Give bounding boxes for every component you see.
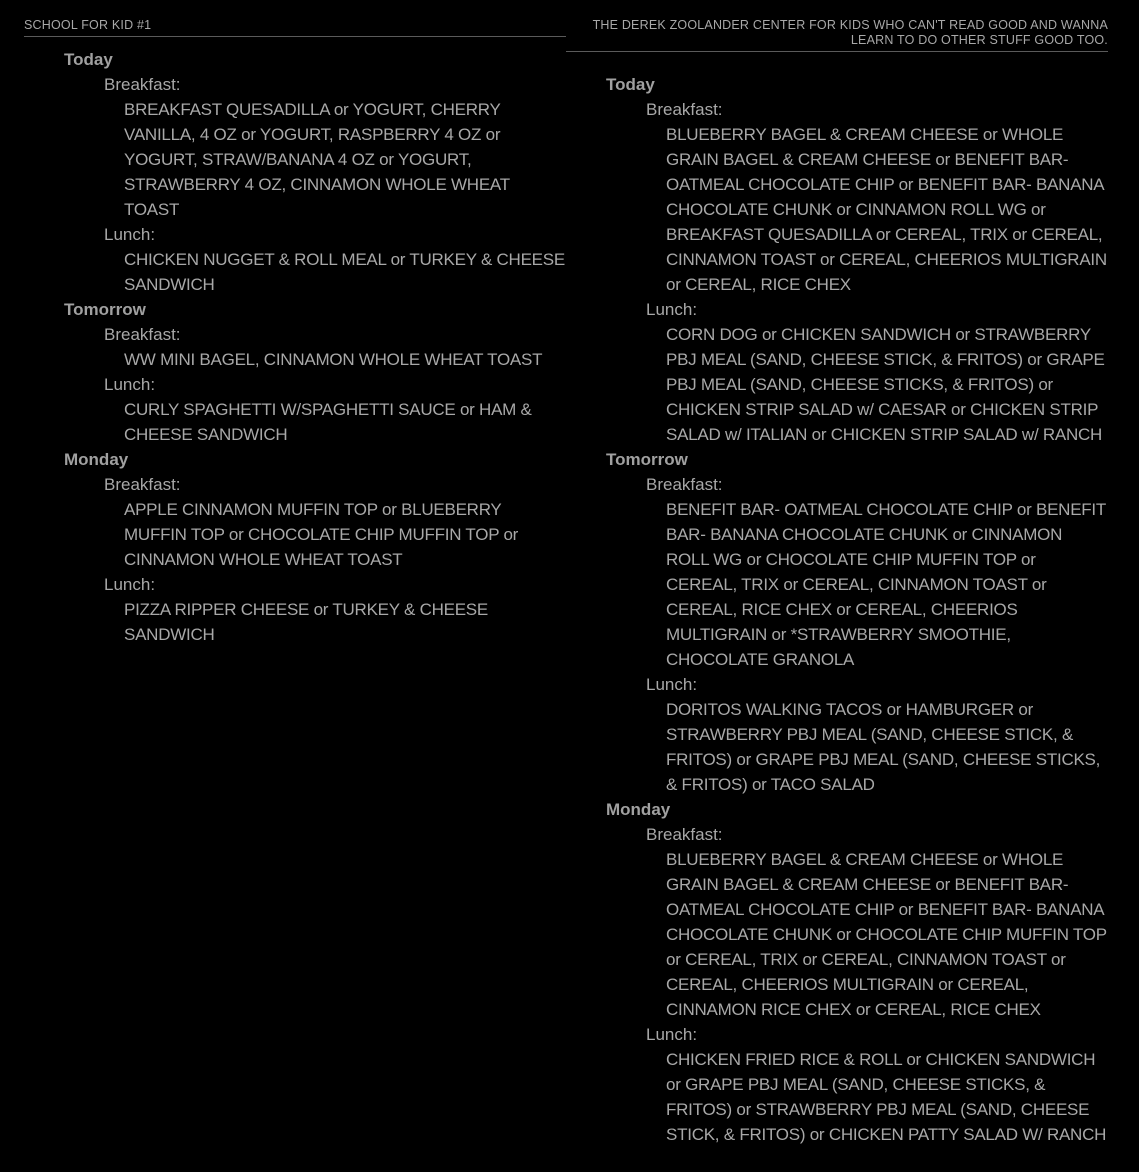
breakfast-label: Breakfast: xyxy=(646,825,723,844)
lunch-label: Lunch: xyxy=(104,375,156,394)
breakfast-label: Breakfast: xyxy=(646,475,723,494)
lunch-label: Lunch: xyxy=(646,1025,698,1044)
lunch-label: Lunch: xyxy=(104,225,156,244)
day-monday xyxy=(606,797,1108,1147)
breakfast-items: WW MINI BAGEL, CINNAMON WHOLE WHEAT TOAST xyxy=(124,350,543,369)
breakfast-label: Breakfast: xyxy=(104,475,181,494)
lunch-label: Lunch: xyxy=(104,575,156,594)
day-monday xyxy=(64,447,566,647)
day-name: Monday xyxy=(64,450,129,469)
lunch-label: Lunch: xyxy=(646,300,698,319)
day-name: Tomorrow xyxy=(64,300,146,319)
school-menu-left xyxy=(24,18,566,647)
lunch-items: CORN DOG or CHICKEN SANDWICH or STRAWBERRY PBJ MEAL (SAND, CHEESE STICK, & FRITOS) or GRAPE PBJ MEAL (SAND, CHEESE STICKS, & FRITOS) or CHICKEN STRIP SALAD w/ CAESAR or CHICKEN STRIP SALAD w/ ITALIAN or CHICKEN STRIP SALAD w/ RANCH xyxy=(666,325,1105,444)
day-name: Tomorrow xyxy=(606,450,688,469)
school-name: THE DEREK ZOOLANDER CENTER FOR KIDS WHO CAN'T READ GOOD AND WANNA LEARN TO DO OTHER STUFF GOOD TOO. xyxy=(566,18,1108,52)
day-list xyxy=(24,47,566,647)
breakfast-items: BENEFIT BAR- OATMEAL CHOCOLATE CHIP or BENEFIT BAR- BANANA CHOCOLATE CHUNK or CINNAMON ROLL WG or CHOCOLATE CHIP MUFFIN TOP or CEREAL, TRIX or CEREAL, CINNAMON TOAST or CEREAL, RICE CHEX or CEREAL, CHEERIOS MULTIGRAIN or *STRAWBERRY SMOOTHIE, CHOCOLATE GRANOLA xyxy=(666,500,1106,669)
day-name: Today xyxy=(64,50,113,69)
lunch-items: DORITOS WALKING TACOS or HAMBURGER or STRAWBERRY PBJ MEAL (SAND, CHEESE STICK, & FRITOS) or GRAPE PBJ MEAL (SAND, CHEESE STICKS, & FRITOS) or TACO SALAD xyxy=(666,700,1101,794)
day-tomorrow xyxy=(606,447,1108,797)
day-today xyxy=(64,47,566,297)
day-name: Monday xyxy=(606,800,671,819)
lunch-items: PIZZA RIPPER CHEESE or TURKEY & CHEESE SANDWICH xyxy=(124,600,488,644)
day-list xyxy=(566,72,1108,1147)
lunch-label: Lunch: xyxy=(646,675,698,694)
school-name: SCHOOL FOR KID #1 xyxy=(24,18,566,37)
breakfast-items: BLUEBERRY BAGEL & CREAM CHEESE or WHOLE GRAIN BAGEL & CREAM CHEESE or BENEFIT BAR- OATMEAL CHOCOLATE CHIP or BENEFIT BAR- BANANA CHOCOLATE CHUNK or CHOCOLATE CHIP MUFFIN TOP or CEREAL, TRIX or CEREAL, CINNAMON TOAST or CEREAL, CHEERIOS MULTIGRAIN or CEREAL, CINNAMON RICE CHEX or CEREAL, RICE CHEX xyxy=(666,850,1107,1019)
school-menu-right xyxy=(566,18,1108,1147)
breakfast-label: Breakfast: xyxy=(104,75,181,94)
breakfast-items: BLUEBERRY BAGEL & CREAM CHEESE or WHOLE GRAIN BAGEL & CREAM CHEESE or BENEFIT BAR- OATMEAL CHOCOLATE CHIP or BENEFIT BAR- BANANA CHOCOLATE CHUNK or CINNAMON ROLL WG or BREAKFAST QUESADILLA or CEREAL, TRIX or CEREAL, CINNAMON TOAST or CEREAL, CHEERIOS MULTIGRAIN or CEREAL, RICE CHEX xyxy=(666,125,1107,294)
breakfast-items: APPLE CINNAMON MUFFIN TOP or BLUEBERRY MUFFIN TOP or CHOCOLATE CHIP MUFFIN TOP or CINNAMON WHOLE WHEAT TOAST xyxy=(124,500,519,569)
day-name: Today xyxy=(606,75,655,94)
breakfast-items: BREAKFAST QUESADILLA or YOGURT, CHERRY VANILLA, 4 OZ or YOGURT, RASPBERRY 4 OZ or YOGURT, STRAW/BANANA 4 OZ or YOGURT, STRAWBERRY 4 OZ, CINNAMON WHOLE WHEAT TOAST xyxy=(124,100,510,219)
day-today xyxy=(606,72,1108,447)
breakfast-label: Breakfast: xyxy=(646,100,723,119)
lunch-items: CURLY SPAGHETTI W/SPAGHETTI SAUCE or HAM & CHEESE SANDWICH xyxy=(124,400,532,444)
lunch-items: CHICKEN FRIED RICE & ROLL or CHICKEN SANDWICH or GRAPE PBJ MEAL (SAND, CHEESE STICKS, & FRITOS) or STRAWBERRY PBJ MEAL (SAND, CHEESE STICK, & FRITOS) or CHICKEN PATTY SALAD W/ RANCH xyxy=(666,1050,1107,1144)
breakfast-label: Breakfast: xyxy=(104,325,181,344)
day-tomorrow xyxy=(64,297,566,447)
lunch-items: CHICKEN NUGGET & ROLL MEAL or TURKEY & CHEESE SANDWICH xyxy=(124,250,565,294)
